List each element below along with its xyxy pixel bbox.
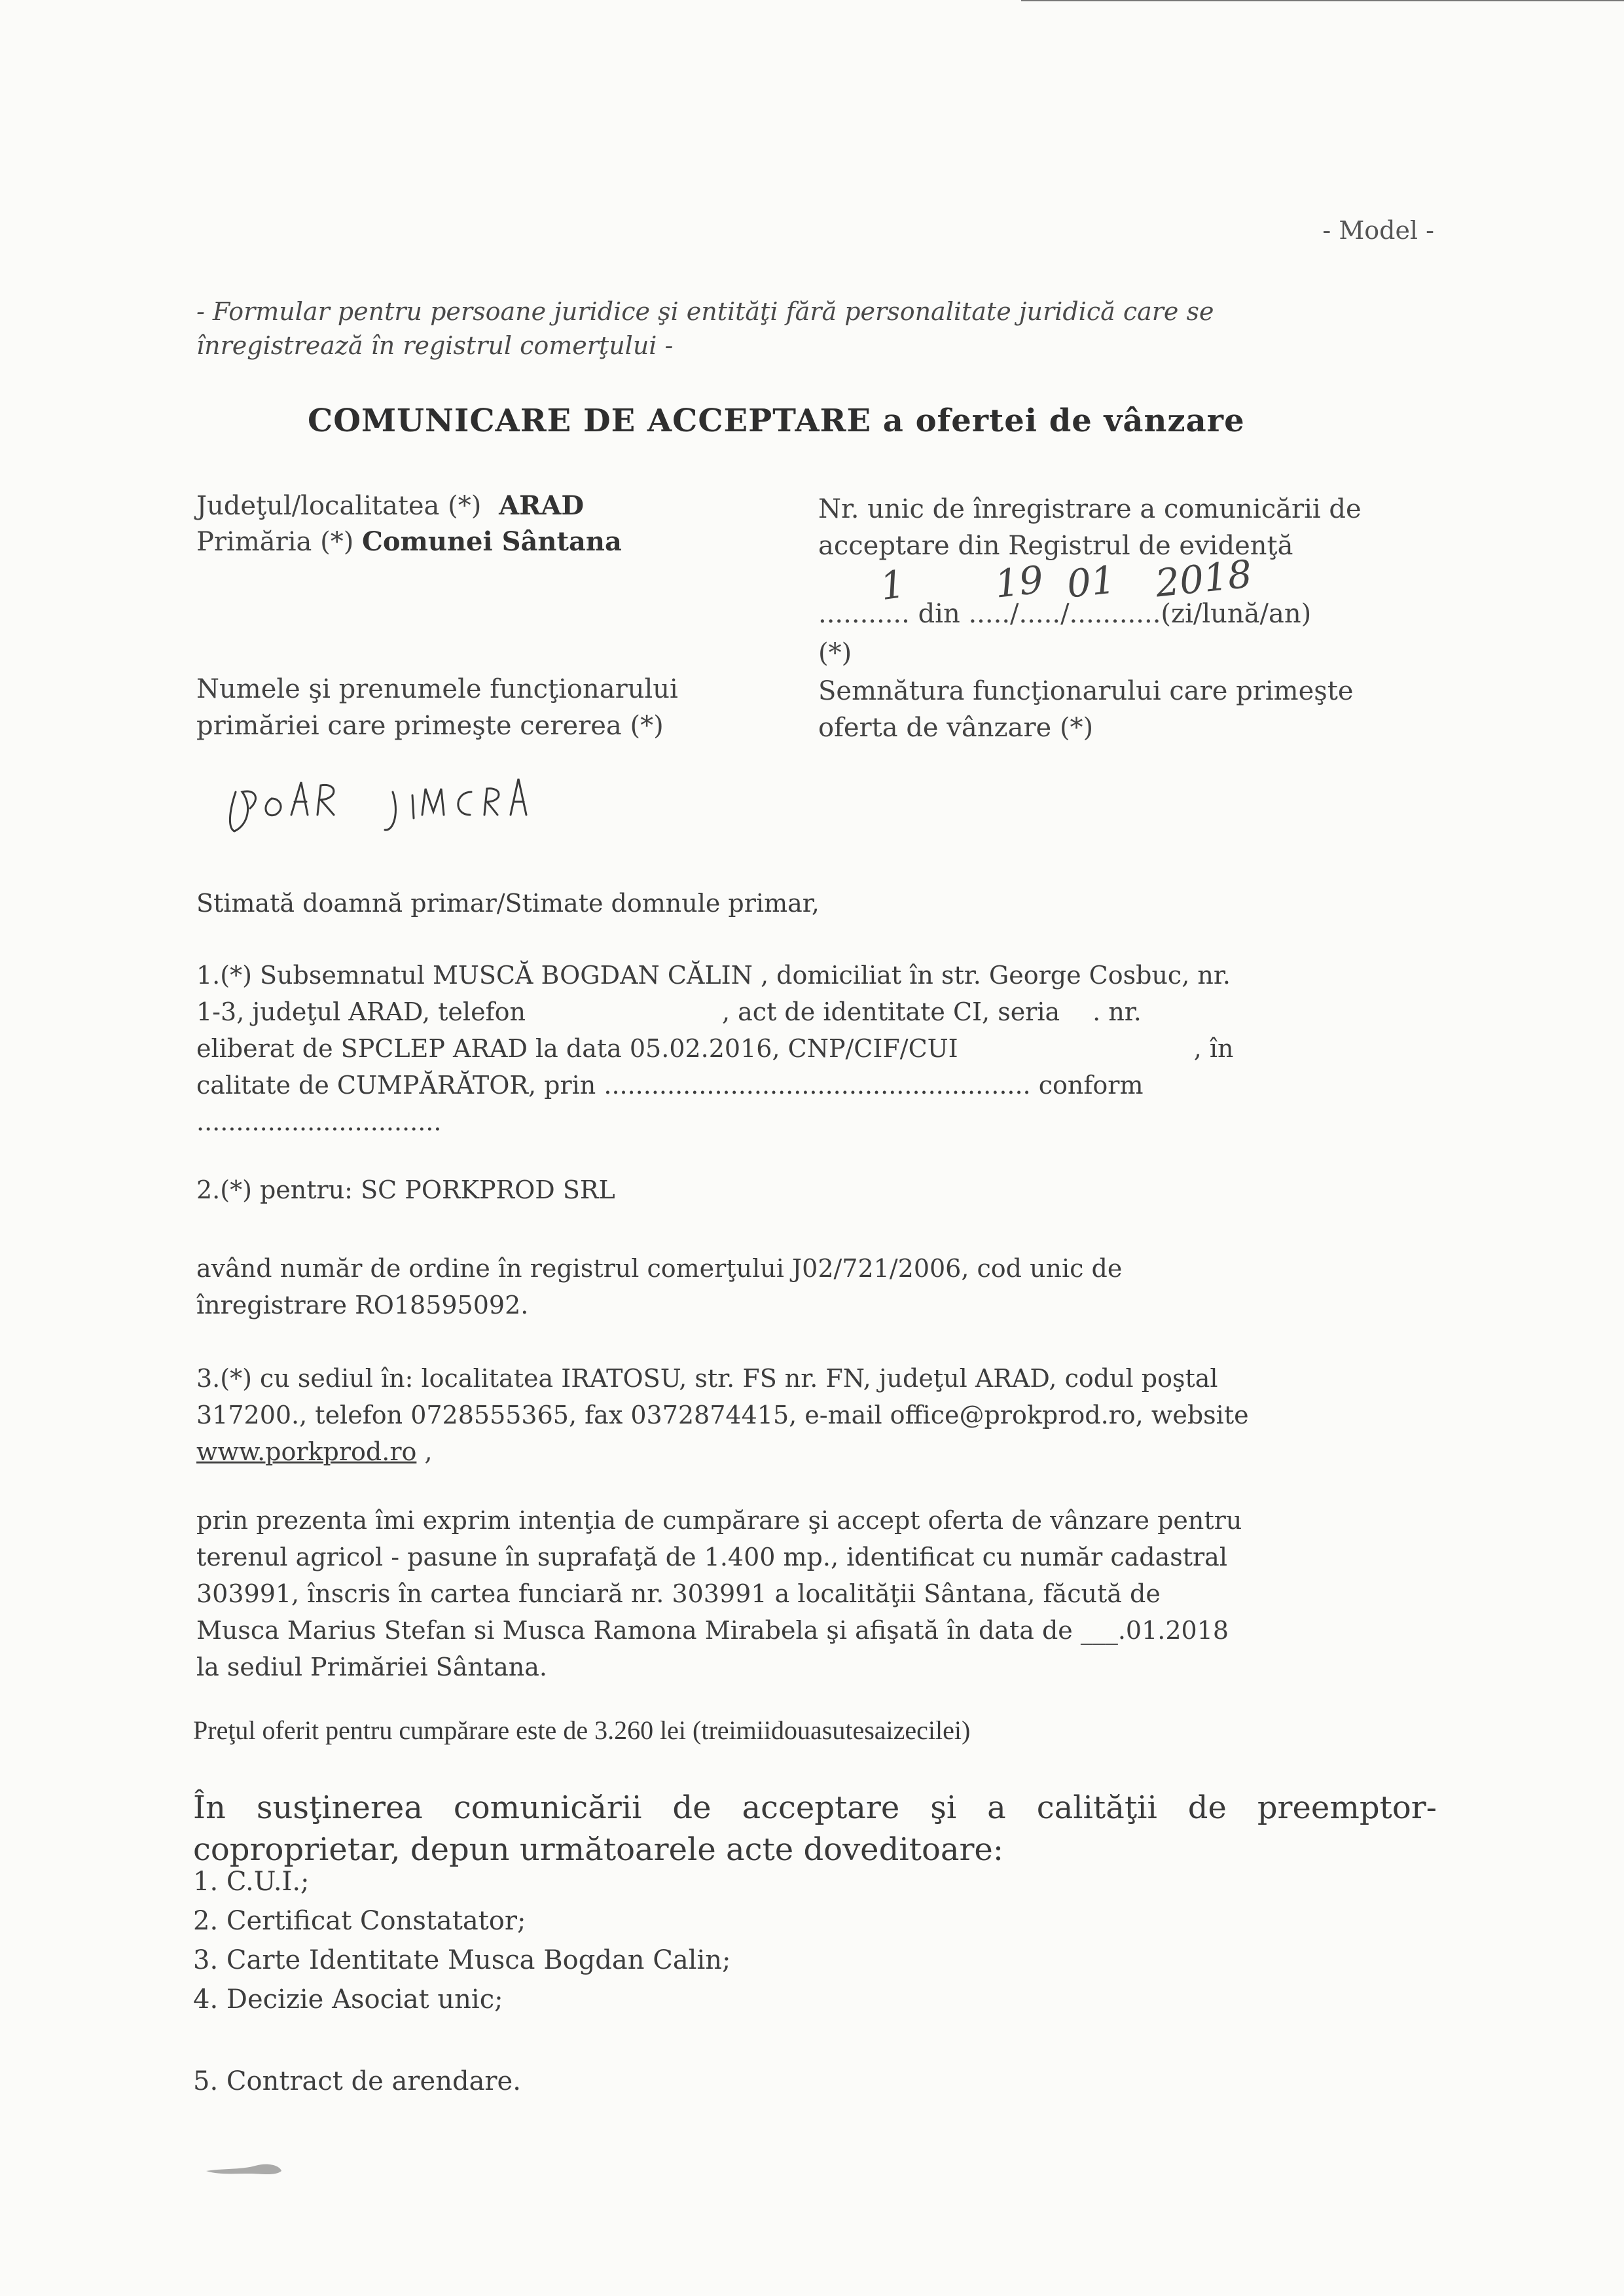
semnatura-line-2: oferta de vânzare (*) bbox=[818, 713, 1094, 743]
support-word: În bbox=[193, 1789, 226, 1826]
nr-required-mark: (*) bbox=[818, 638, 852, 668]
judet-label: Judeţul/localitatea (*) bbox=[196, 491, 482, 521]
semnatura-label bbox=[818, 673, 1354, 746]
functionar-line-1: Numele şi prenumele funcţionarului bbox=[196, 674, 678, 704]
functionar-line-2: primăriei care primeşte cererea (*) bbox=[196, 711, 664, 741]
subtitle-line-2: înregistrează în registrul comerţului - bbox=[196, 331, 674, 360]
support-word: de bbox=[672, 1789, 712, 1826]
support-word: de bbox=[1187, 1789, 1227, 1826]
handwritten-day: 19 bbox=[992, 557, 1046, 607]
salutation: Stimată doamnă primar/Stimate domnule primar, bbox=[196, 889, 820, 918]
p4-line-1: prin prezenta îmi exprim intenţia de cumpărare şi accept oferta de vânzare pentru bbox=[196, 1506, 1242, 1535]
support-word: acceptare bbox=[742, 1789, 900, 1826]
p4-line-2: terenul agricol - pasune în suprafaţă de 1.400 mp., identificat cu număr cadastral bbox=[196, 1543, 1227, 1571]
documents-list bbox=[193, 1862, 731, 2019]
p4-line-4: Musca Marius Stefan si Musca Ramona Mirabela şi afişată în data de ___.01.2018 bbox=[196, 1616, 1229, 1645]
paragraph-1 bbox=[196, 957, 1233, 1140]
primaria-value: Comunei Sântana bbox=[362, 526, 622, 557]
support-word: preemptor- bbox=[1257, 1789, 1437, 1826]
title-rest: a ofertei de vânzare bbox=[882, 403, 1245, 439]
support-word: a bbox=[987, 1789, 1006, 1826]
primaria-row bbox=[196, 524, 622, 560]
support-word: comunicării bbox=[453, 1789, 642, 1826]
scan-smudge bbox=[203, 2157, 288, 2183]
scan-edge-line bbox=[1021, 0, 1624, 1]
offered-price: Preţul oferit pentru cumpărare este de 3.260 lei (treimiidouasutesaizecilei) bbox=[193, 1715, 971, 1745]
support-word: susţinerea bbox=[256, 1789, 423, 1826]
paragraph-2: 2.(*) pentru: SC PORKPROD SRL bbox=[196, 1175, 615, 1204]
p3-line-2: 317200., telefon 0728555365, fax 0372874415, e-mail office@prokprod.ro, website bbox=[196, 1401, 1249, 1429]
document-item: 3. Carte Identitate Musca Bogdan Calin; bbox=[193, 1945, 731, 1975]
nr-unic-label bbox=[818, 491, 1362, 564]
handwritten-official-name bbox=[223, 753, 628, 844]
judet-value: ARAD bbox=[499, 490, 585, 521]
p3-line-3 bbox=[196, 1433, 1249, 1470]
p4-line-5: la sediul Primăriei Sântana. bbox=[196, 1653, 547, 1681]
p1-line-2 bbox=[196, 994, 1233, 1030]
p2b-line-2: înregistrare RO18595092. bbox=[196, 1291, 529, 1319]
functionar-label bbox=[196, 671, 678, 744]
document-5: 5. Contract de arendare. bbox=[193, 2066, 521, 2096]
handwritten-nr: 1 bbox=[877, 561, 908, 609]
handwritten-year: 2018 bbox=[1153, 551, 1254, 606]
nr-line-2: acceptare din Registrul de evidenţă bbox=[818, 531, 1293, 561]
nr-date-row: ........... din ...../...../...........(zi/lună/an) bbox=[818, 599, 1312, 629]
title-main: COMUNICARE DE ACCEPTARE bbox=[308, 403, 872, 439]
support-word: calităţii bbox=[1036, 1789, 1157, 1826]
subtitle-line-1: - Formular pentru persoane juridice şi entităţi fără personalitate juridică care se bbox=[196, 297, 1214, 326]
support-line-1 bbox=[193, 1787, 1437, 1829]
p1-line-5: ............................... bbox=[196, 1107, 442, 1136]
website-link[interactable]: www.porkprod.ro bbox=[196, 1437, 417, 1466]
paragraph-3 bbox=[196, 1360, 1249, 1470]
form-subtitle bbox=[196, 295, 1214, 363]
p4-line-3: 303991, înscris în cartea funciară nr. 303991 a localităţii Sântana, făcută de bbox=[196, 1579, 1161, 1608]
document-item: 4. Decizie Asociat unic; bbox=[193, 1984, 503, 2015]
p1-line-2a: 1-3, judeţul ARAD, telefon bbox=[196, 997, 526, 1026]
p1-line-2c: . nr. bbox=[1092, 997, 1142, 1026]
judet-row bbox=[196, 488, 584, 524]
p1-line-3a: eliberat de SPCLEP ARAD la data 05.02.2016, CNP/CIF/CUI bbox=[196, 1034, 958, 1063]
p1-line-4: calitate de CUMPĂRĂTOR, prin ...................................................... conform bbox=[196, 1071, 1144, 1100]
handwritten-month: 01 bbox=[1064, 557, 1118, 607]
model-label: - Model - bbox=[1322, 216, 1434, 245]
document-item: 2. Certificat Constatator; bbox=[193, 1906, 526, 1936]
support-word: şi bbox=[930, 1789, 957, 1826]
document-title bbox=[308, 403, 1245, 439]
nr-line-1: Nr. unic de înregistrare a comunicării de bbox=[818, 494, 1362, 524]
p3-line-1: 3.(*) cu sediul în: localitatea IRATOSU, str. FS nr. FN, judeţul ARAD, codul poştal bbox=[196, 1364, 1218, 1393]
p2b-line-1: având număr de ordine în registrul comerţului J02/721/2006, cod unic de bbox=[196, 1254, 1123, 1283]
semnatura-line-1: Semnătura funcţionarului care primeşte bbox=[818, 676, 1354, 706]
p3-after-link: , bbox=[416, 1437, 433, 1466]
paragraph-4 bbox=[196, 1502, 1242, 1685]
p1-line-2b: , act de identitate CI, seria bbox=[721, 997, 1060, 1026]
p1-line-1: 1.(*) Subsemnatul MUSCĂ BOGDAN CĂLIN , domiciliat în str. George Cosbuc, nr. bbox=[196, 961, 1231, 990]
support-line-2: coproprietar, depun următoarele acte doveditoare: bbox=[193, 1831, 1003, 1868]
document-item: 1. C.U.I.; bbox=[193, 1867, 310, 1897]
primaria-label: Primăria (*) bbox=[196, 527, 354, 557]
p1-line-3b: , în bbox=[1193, 1034, 1234, 1063]
p1-line-3 bbox=[196, 1030, 1233, 1067]
support-statement bbox=[193, 1787, 1437, 1871]
paragraph-2b bbox=[196, 1250, 1122, 1323]
